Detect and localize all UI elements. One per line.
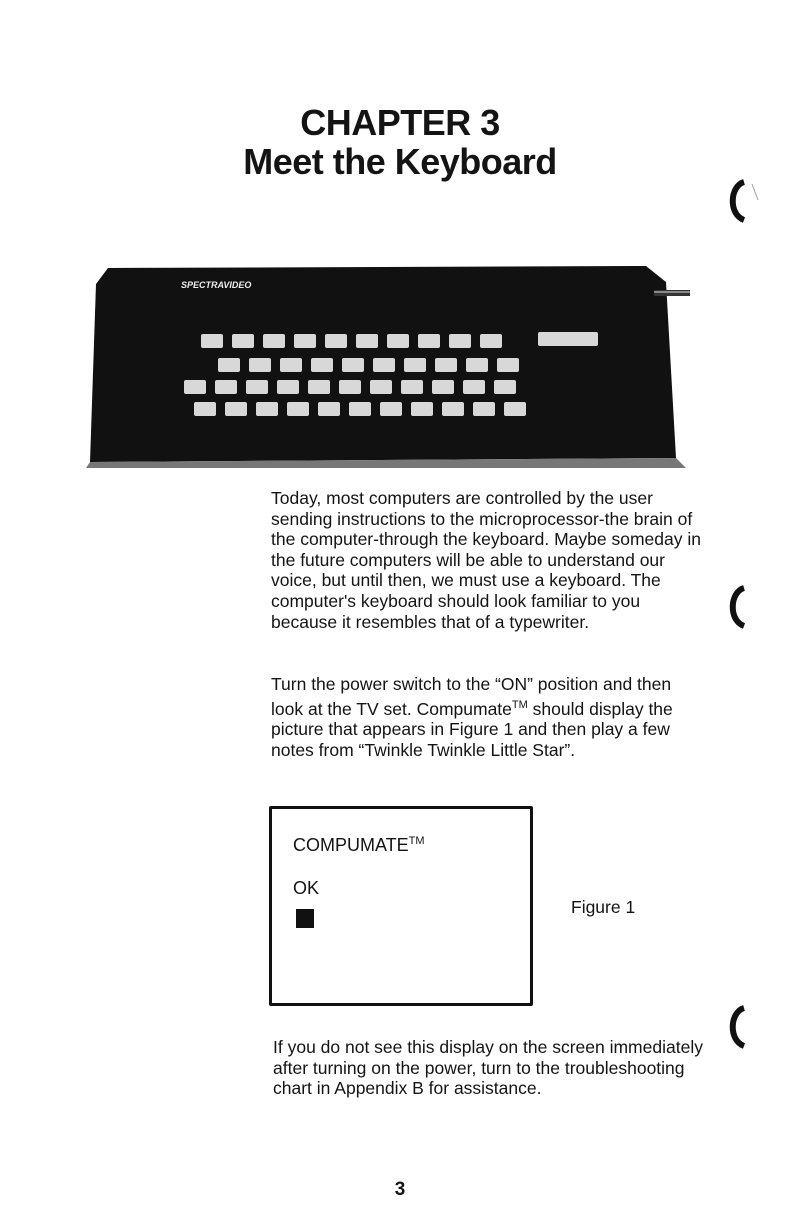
key-cap (201, 334, 223, 348)
key-cap (311, 358, 333, 372)
page-number: 3 (394, 1179, 406, 1200)
key-cap (435, 358, 457, 372)
key-cap (194, 402, 216, 416)
figure-caption: Figure 1 (571, 897, 636, 917)
keyboard-photo (86, 262, 690, 472)
key-cap (277, 380, 299, 394)
intro-paragraph: Today, most computers are controlled by the user sending instructions to the microprocessor-the brain of the computer-through the keyboard. Maybe someday in the future computers will be able to understand our voice, but until then, we must use a keyboard. The computer's keyboard should look familiar to you because it resembles that of a typewriter. (271, 488, 701, 632)
power-paragraph (271, 674, 701, 760)
screen-cursor (296, 909, 314, 928)
key-cap (294, 334, 316, 348)
key-cap (418, 334, 440, 348)
key-cap (411, 402, 433, 416)
key-cap (325, 334, 347, 348)
chapter-label: CHAPTER 3 (300, 102, 500, 143)
key-cap (249, 358, 271, 372)
figure-1-screen (269, 806, 533, 1006)
key-cap (432, 380, 454, 394)
binding-hole-bottom (724, 1002, 764, 1052)
key-cap (318, 402, 340, 416)
key-cap (494, 380, 516, 394)
key-cap (246, 380, 268, 394)
key-cap (373, 358, 395, 372)
chapter-title: Meet the Keyboard (243, 141, 557, 182)
key-cap (349, 402, 371, 416)
key-cap (497, 358, 519, 372)
key-cap (401, 380, 423, 394)
key-cap (387, 334, 409, 348)
key-cap (263, 334, 285, 348)
key-cap (442, 402, 464, 416)
key-cap (339, 380, 361, 394)
key-cap (308, 380, 330, 394)
key-cap-wide (538, 332, 598, 346)
binding-hole-top (724, 176, 764, 226)
key-cap (256, 402, 278, 416)
key-cap (449, 334, 471, 348)
screen-title: COMPUMATE™ (293, 835, 425, 855)
key-cap (215, 380, 237, 394)
key-cap (218, 358, 240, 372)
key-cap (232, 334, 254, 348)
key-cap (504, 402, 526, 416)
key-cap (473, 402, 495, 416)
power-text-after: should display the picture that appears in Figure 1 and then play a few notes from “Twinkle Twinkle Little Star”. (271, 698, 673, 760)
trademark-mark: TM (511, 698, 528, 711)
key-cap (370, 380, 392, 394)
key-cap (287, 402, 309, 416)
troubleshoot-paragraph: If you do not see this display on the screen immediately after turning on the power, turn to the troubleshooting chart in Appendix B for assistance. (273, 1037, 703, 1099)
binding-hole-middle (724, 582, 764, 632)
key-cap (380, 402, 402, 416)
key-cap (280, 358, 302, 372)
key-cap (463, 380, 485, 394)
keyboard-brand: SPECTRAVIDEO (181, 280, 252, 290)
key-cap (466, 358, 488, 372)
power-text-before: Turn the power switch to the “ON” position and then look at the TV set. Compumate (271, 674, 672, 719)
key-cap (184, 380, 206, 394)
screen-ok-prompt: OK (293, 878, 320, 898)
key-cap (404, 358, 426, 372)
screen-trademark: TM (408, 835, 425, 847)
key-cap (342, 358, 364, 372)
key-cap (480, 334, 502, 348)
key-cap (225, 402, 247, 416)
key-cap (356, 334, 378, 348)
